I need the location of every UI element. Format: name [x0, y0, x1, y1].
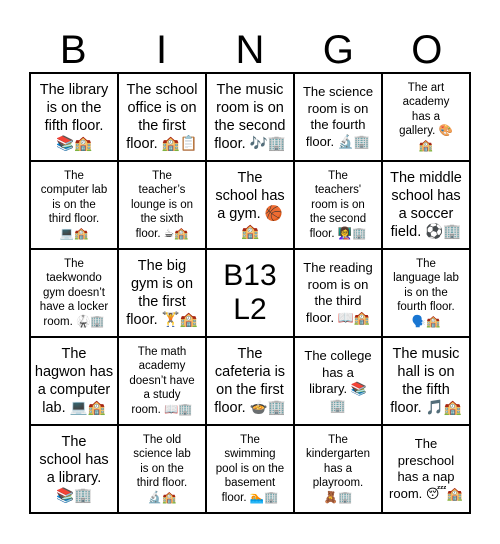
cell-text: The old science lab is on the third floor. 🔬🏫 [133, 433, 191, 504]
bingo-cell-r5c3[interactable] [206, 425, 294, 513]
bingo-card-grid [29, 72, 471, 514]
cell-text: The hagwon has a computer lab. 💻🏫 [34, 346, 114, 416]
cell-text: The music hall is on the fifth floor. 🎵🏫 [390, 346, 462, 416]
bingo-cell-r3c5[interactable] [382, 249, 470, 337]
cell-text: The math academy doesn’t have a study room. 📖🏢 [129, 345, 195, 416]
bingo-cell-r5c1[interactable] [30, 425, 118, 513]
bingo-cell-r5c4[interactable] [294, 425, 382, 513]
bingo-cell-r2c5[interactable] [382, 161, 470, 249]
bingo-cell-r3c4[interactable] [294, 249, 382, 337]
cell-text: The language lab is on the fourth floor. 🗣️🏫 [393, 257, 459, 328]
header-letter-n: N [235, 28, 265, 72]
cell-text: The library is on the fifth floor. 📚🏫 [39, 82, 109, 152]
bingo-cell-r3c1[interactable] [30, 249, 118, 337]
bingo-cell-r5c5[interactable] [382, 425, 470, 513]
cell-text: The art academy has a gallery. 🎨 🏫 [399, 81, 453, 152]
bingo-cell-r3c2[interactable] [118, 249, 206, 337]
cell-text: The school has a gym. 🏀 🏫 [215, 170, 285, 240]
free-cell-text: B13 L2 [223, 259, 277, 326]
bingo-cell-r4c4[interactable] [294, 337, 382, 425]
bingo-cell-r4c2[interactable] [118, 337, 206, 425]
bingo-cell-r1c2[interactable] [118, 73, 206, 161]
cell-text: The college has a library. 📚 🏢 [304, 348, 372, 413]
bingo-free-cell[interactable] [206, 249, 294, 337]
bingo-cell-r5c2[interactable] [118, 425, 206, 513]
cell-text: The reading room is on the third floor. 📖🏫 [303, 260, 373, 325]
header-letter-b: B [59, 28, 87, 72]
cell-text: The middle school has a soccer field. ⚽🏢 [390, 170, 462, 240]
cell-text: The taekwondo gym doesn’t have a locker room. 🥋🏢 [39, 257, 109, 328]
header-letter-o: O [411, 28, 443, 72]
cell-text: The big gym is on the first floor. 🏋️🏫 [126, 258, 198, 328]
bingo-cell-r2c1[interactable] [30, 161, 118, 249]
cell-text: The school office is on the first floor. 🏫📋 [126, 82, 198, 152]
cell-text: The science room is on the fourth floor. 🔬🏢 [302, 84, 374, 149]
cell-text: The teachers' room is on the second floor. 👩‍🏫🏢 [309, 169, 367, 240]
bingo-cell-r2c3[interactable] [206, 161, 294, 249]
bingo-cell-r4c3[interactable] [206, 337, 294, 425]
bingo-cell-r1c4[interactable] [294, 73, 382, 161]
header-letter-i: I [156, 28, 168, 72]
header-letter-g: G [322, 28, 354, 72]
cell-text: The cafeteria is on the first floor. 🍲🏢 [214, 346, 286, 416]
bingo-cell-r1c5[interactable] [382, 73, 470, 161]
cell-text: The preschool has a nap room. 😴🏫 [389, 436, 463, 501]
cell-text: The swimming pool is on the basement floor. 🏊🏢 [215, 433, 285, 504]
bingo-cell-r1c3[interactable] [206, 73, 294, 161]
bingo-cell-r4c5[interactable] [382, 337, 470, 425]
cell-text: The kindergarten has a playroom. 🧸🏢 [306, 433, 370, 504]
cell-text: The music room is on the second floor. 🎶🏢 [214, 82, 286, 152]
cell-text: The school has a library. 📚🏢 [39, 434, 109, 504]
bingo-header [29, 28, 471, 72]
bingo-cell-r4c1[interactable] [30, 337, 118, 425]
bingo-cell-r1c1[interactable] [30, 73, 118, 161]
bingo-cell-r2c2[interactable] [118, 161, 206, 249]
cell-text: The computer lab is on the third floor. 💻🏫 [40, 169, 108, 240]
bingo-cell-r2c4[interactable] [294, 161, 382, 249]
cell-text: The teacher’s lounge is on the sixth floor. ☕🏫 [130, 169, 194, 240]
